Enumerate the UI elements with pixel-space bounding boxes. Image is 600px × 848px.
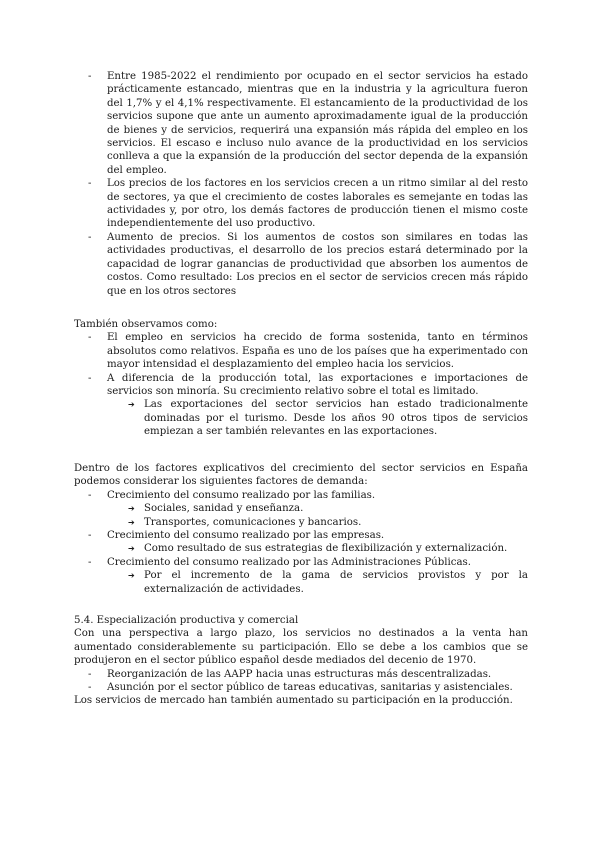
- bullet-reorganization: - Reorganización de las AAPP hacia unas estructuras más descentralizadas.: [74, 668, 528, 681]
- bullet-price-increase: - Aumento de precios. Si los aumentos de costos son similares en todas las actividades productivas, el desarrollo de los precios estará determinado por la capacidad de lograr ganancias de productividad que absorben los aumentos de costos. Como resultado: Los precios en el sector de servicios crecen más rápido que en los otros sectores: [74, 231, 528, 298]
- bullet-productivity: - Entre 1985-2022 el rendimiento por ocupado en el sector servicios ha estado prácticamente estancado, mientras que en la industria y la agricultura fueron del 1,7% y el 4,1% respectivamente. El estancamiento de la productividad de los servicios supone que ante un aumento aproximadamente igual de la producción de bienes y de servicios, requerirá una expansión más rápida del empleo en los servicios. El escaso e incluso nulo avance de la productividad en los servicios conlleva a que la expansión de la producción del sector dependa de la expansión del empleo.: [74, 70, 528, 177]
- specialization-intro: Con una perspectiva a largo plazo, los servicios no destinados a la venta han aumentado considerablemente su participación. Ello se debe a los cambios que se produjeron en el sector público español desde mediados del decenio de 1970.: [74, 628, 528, 667]
- observations-intro: También observamos como:: [74, 319, 218, 330]
- demand-intro: Dentro de los factores explicativos del crecimiento del sector servicios en España podemos considerar los siguientes factores de demanda:: [74, 463, 528, 488]
- closing-paragraph: Los servicios de mercado han también aumentado su participación en la producción.: [74, 695, 513, 707]
- observations-section: [74, 318, 528, 439]
- bullet-firms: - Crecimiento del consumo realizado por las empresas.: [74, 529, 528, 542]
- bullet-factor-prices: - Los precios de los factores en los servicios crecen a un ritmo similar al del resto de sectores, ya que el crecimiento de costes laborales es semejante en todas las actividades y, por otro, los demás factores de producción tienen el mismo coste independientemente del uso productivo.: [74, 177, 528, 231]
- section-heading: 5.4. Especialización productiva y comercial: [74, 615, 299, 626]
- bullet-public-tasks: - Asunción por el sector público de tareas educativas, sanitarias y asistenciales.: [74, 681, 528, 694]
- specialization-section: [74, 614, 528, 708]
- bullet-exports: - A diferencia de la producción total, las exportaciones e importaciones de servicios son minoría. Su crecimiento relativo sobre el total es limitado.: [74, 372, 528, 399]
- demand-factors-section: [74, 462, 528, 596]
- arrow-flexibility: ➔ Como resultado de sus estrategias de flexibilización y externalización.: [74, 542, 528, 555]
- bullet-public-admin: - Crecimiento del consumo realizado por las Administraciones Públicas.: [74, 556, 528, 569]
- bullet-employment: - El empleo en servicios ha crecido de forma sostenida, tanto en términos absolutos como relativos. España es uno de los países que ha experimentado con mayor intensidad el desplazamiento del empleo hacia los servicios.: [74, 331, 528, 371]
- arrow-social: ➔ Sociales, sanidad y enseñanza.: [74, 502, 528, 515]
- arrow-tourism: ➔ Las exportaciones del sector servicios han estado tradicionalmente dominadas por el turismo. Desde los años 90 otros tipos de servicios empiezan a ser también relevantes en las exportaciones.: [74, 398, 528, 438]
- arrow-services-range: ➔ Por el incremento de la gama de servicios provistos y por la externalización de actividades.: [74, 569, 528, 596]
- arrow-transport: ➔ Transportes, comunicaciones y bancarios.: [74, 516, 528, 529]
- productivity-list: [74, 70, 528, 298]
- bullet-households: - Crecimiento del consumo realizado por las familias.: [74, 489, 528, 502]
